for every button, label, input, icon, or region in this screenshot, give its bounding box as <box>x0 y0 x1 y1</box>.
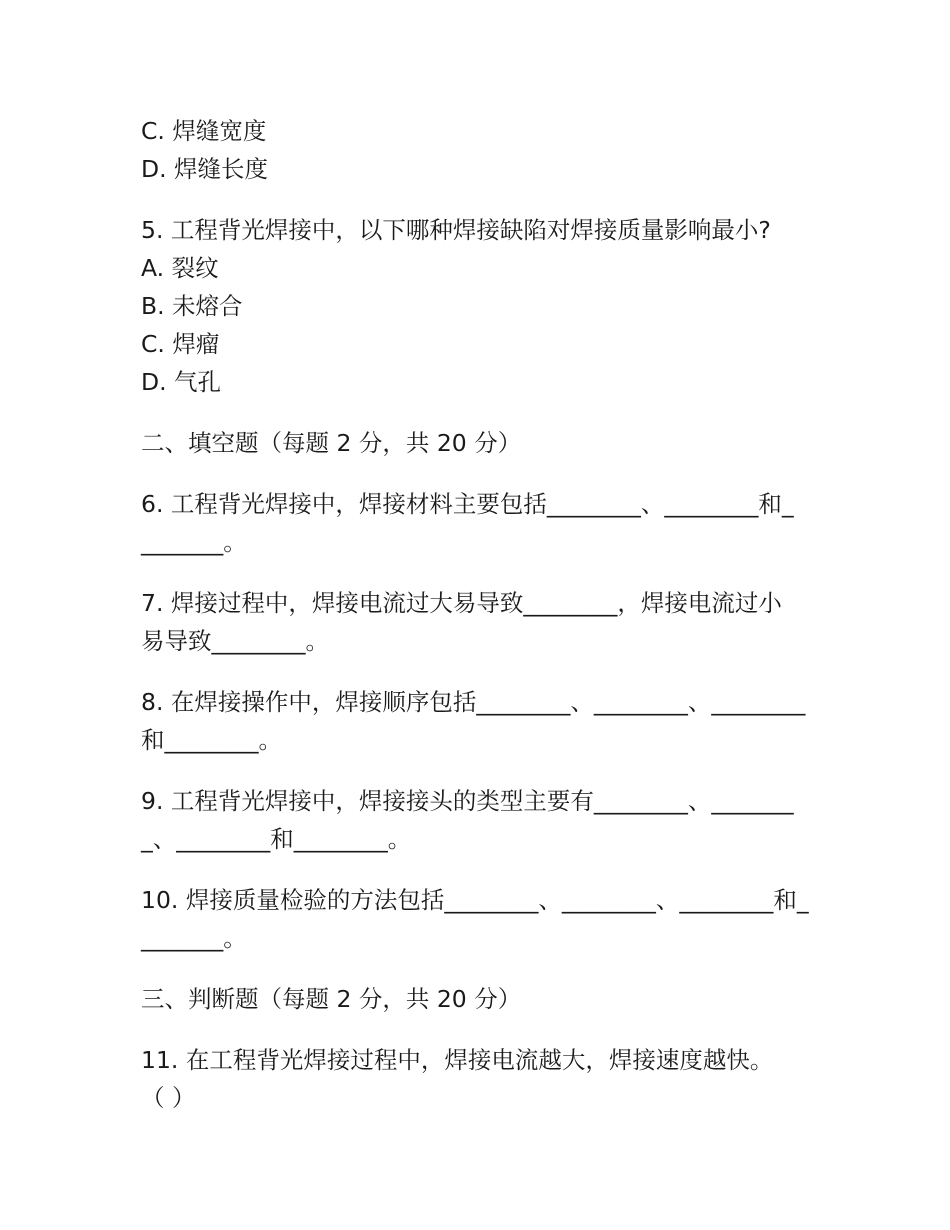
question-8-line-2: 和________。 <box>141 726 282 754</box>
section-3-heading: 三、判断题（每题 2 分，共 20 分） <box>141 985 522 1013</box>
question-10-line-1: 10. 焊接质量检验的方法包括________、________、________和_ <box>141 886 809 914</box>
question-6-line-2: _______。 <box>141 528 247 556</box>
document-body <box>141 112 811 1117</box>
question-5-text: 5. 工程背光焊接中，以下哪种焊接缺陷对焊接质量影响最小? <box>141 216 771 244</box>
question-10-line-2: _______。 <box>141 924 247 952</box>
option-b: B. 未熔合 <box>141 292 243 320</box>
question-7 <box>141 584 811 660</box>
question-11 <box>141 1041 811 1117</box>
option-c: C. 焊瘤 <box>141 330 220 358</box>
section-heading-true-false <box>141 980 811 1018</box>
question-9-line-2: _、________和________。 <box>141 825 412 853</box>
option-c: C. 焊缝宽度 <box>141 117 267 145</box>
option-d: D. 气孔 <box>141 368 222 396</box>
section-2-heading: 二、填空题（每题 2 分，共 20 分） <box>141 429 522 457</box>
option-a: A. 裂纹 <box>141 254 219 282</box>
section-heading-fill-in <box>141 424 811 462</box>
question-6-line-1: 6. 工程背光焊接中，焊接材料主要包括________、________和_ <box>141 490 794 518</box>
question-9 <box>141 782 811 858</box>
question-5 <box>141 211 811 401</box>
question-11-answer-bracket: （ ） <box>141 1084 196 1112</box>
question-7-line-2: 易导致________。 <box>141 627 329 655</box>
option-d: D. 焊缝长度 <box>141 155 269 183</box>
question-6 <box>141 485 811 561</box>
question-8-line-1: 8. 在焊接操作中，焊接顺序包括________、________、________ <box>141 688 806 716</box>
question-9-line-1: 9. 工程背光焊接中，焊接接头的类型主要有________、_______ <box>141 787 794 815</box>
question-11-line-1: 11. 在工程背光焊接过程中，焊接电流越大，焊接速度越快。 <box>141 1046 774 1074</box>
question-4-options <box>141 112 811 188</box>
question-7-line-1: 7. 焊接过程中，焊接电流过大易导致________，焊接电流过小 <box>141 589 782 617</box>
question-10 <box>141 881 811 957</box>
question-8 <box>141 683 811 759</box>
